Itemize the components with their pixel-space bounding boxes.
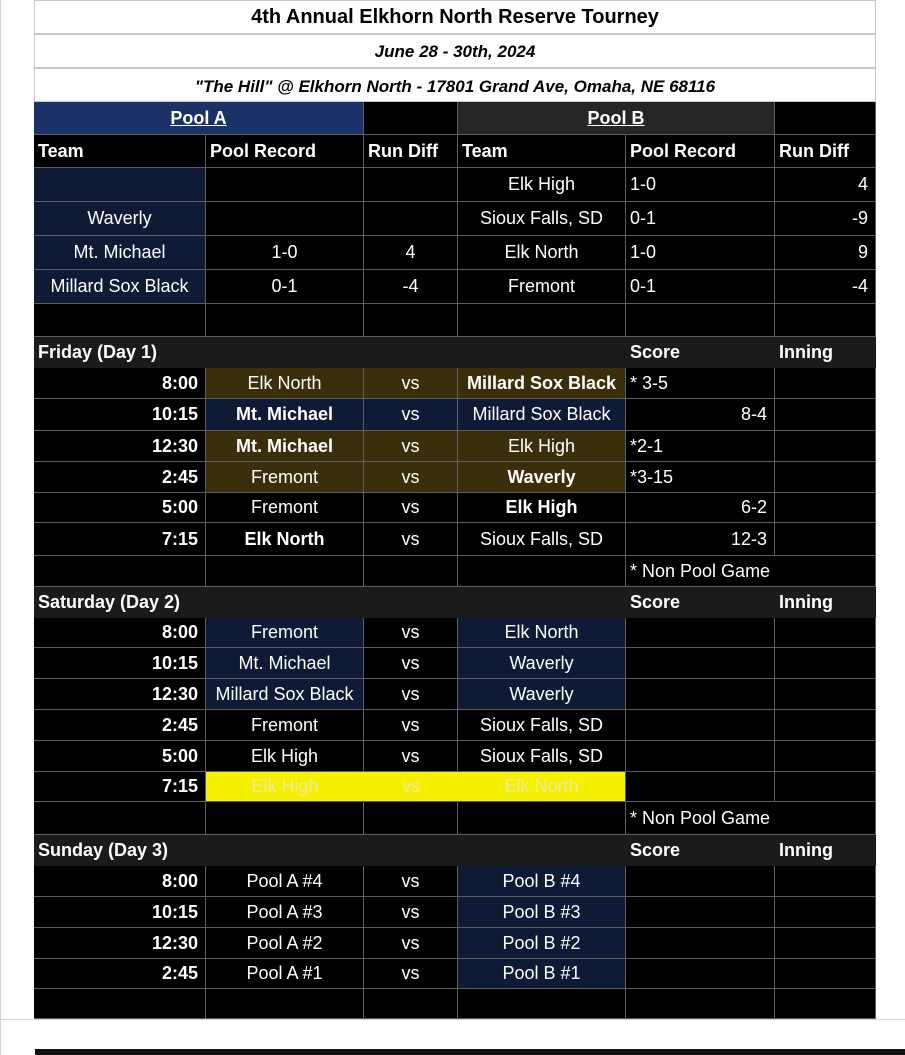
game-home-team: Elk High <box>206 741 364 772</box>
day-header-sunday: Sunday (Day 3) <box>34 835 626 866</box>
empty-cell <box>34 989 206 1019</box>
pool-b-team: Sioux Falls, SD <box>458 202 626 236</box>
empty-cell <box>206 802 364 835</box>
empty-cell <box>458 304 626 337</box>
game-score: *3-15 <box>626 462 775 493</box>
col-header-score: Score <box>626 587 775 618</box>
pool-a-record: 0-1 <box>206 270 364 304</box>
game-home-team: Elk North <box>206 523 364 556</box>
game-vs: vs <box>364 399 458 431</box>
empty-cell <box>458 989 626 1019</box>
game-time: 7:15 <box>34 523 206 556</box>
game-vs: vs <box>364 679 458 710</box>
game-inning <box>775 648 876 679</box>
pool-a-diff: 4 <box>364 236 458 270</box>
col-header-inning: Inning <box>775 835 876 866</box>
game-home-team: Mt. Michael <box>206 648 364 679</box>
game-score: *2-1 <box>626 431 775 462</box>
game-score <box>626 959 775 989</box>
game-away-team: Millard Sox Black <box>458 399 626 431</box>
pool-b-diff: -9 <box>775 202 876 236</box>
game-score: * 3-5 <box>626 368 775 399</box>
page-footer-bar <box>35 1049 905 1055</box>
empty-cell <box>775 989 876 1019</box>
game-home-team: Pool A #4 <box>206 866 364 897</box>
game-away-team: Pool B #4 <box>458 866 626 897</box>
game-inning <box>775 399 876 431</box>
game-time: 8:00 <box>34 866 206 897</box>
non-pool-note: * Non Pool Game <box>626 802 876 835</box>
pool-b-diff: 4 <box>775 168 876 202</box>
game-time: 8:00 <box>34 618 206 648</box>
game-away-team: Elk North <box>458 772 626 802</box>
col-header-record-b: Pool Record <box>626 135 775 168</box>
game-score <box>626 679 775 710</box>
game-vs: vs <box>364 523 458 556</box>
game-vs: vs <box>364 462 458 493</box>
pool-a-record <box>206 168 364 202</box>
game-home-team: Fremont <box>206 462 364 493</box>
col-header-record-a: Pool Record <box>206 135 364 168</box>
tourney-title: 4th Annual Elkhorn North Reserve Tourney <box>34 0 876 34</box>
non-pool-note: * Non Pool Game <box>626 556 876 587</box>
empty-cell <box>364 989 458 1019</box>
game-away-team: Sioux Falls, SD <box>458 741 626 772</box>
game-time: 12:30 <box>34 679 206 710</box>
game-home-team: Fremont <box>206 493 364 523</box>
empty-cell <box>34 802 206 835</box>
pool-b-header: Pool B <box>458 102 775 135</box>
game-time: 2:45 <box>34 710 206 741</box>
game-away-team: Sioux Falls, SD <box>458 710 626 741</box>
pool-b-diff: -4 <box>775 270 876 304</box>
game-away-team: Elk High <box>458 431 626 462</box>
pool-a-diff <box>364 202 458 236</box>
game-inning <box>775 710 876 741</box>
game-inning <box>775 928 876 959</box>
game-vs: vs <box>364 928 458 959</box>
pool-a-record <box>206 202 364 236</box>
game-away-team: Waverly <box>458 462 626 493</box>
game-vs: vs <box>364 866 458 897</box>
game-score <box>626 897 775 928</box>
game-inning <box>775 368 876 399</box>
game-score <box>626 741 775 772</box>
game-inning <box>775 897 876 928</box>
pool-a-diff <box>364 168 458 202</box>
game-home-team: Millard Sox Black <box>206 679 364 710</box>
game-time: 2:45 <box>34 462 206 493</box>
pool-a-team <box>34 168 206 202</box>
tourney-location: "The Hill" @ Elkhorn North - 17801 Grand Ave, Omaha, NE 68116 <box>34 68 876 102</box>
game-vs: vs <box>364 493 458 523</box>
game-away-team: Elk High <box>458 493 626 523</box>
pool-a-diff: -4 <box>364 270 458 304</box>
game-inning <box>775 959 876 989</box>
game-inning <box>775 679 876 710</box>
game-home-team: Fremont <box>206 618 364 648</box>
game-inning <box>775 431 876 462</box>
game-away-team: Pool B #1 <box>458 959 626 989</box>
pool-b-record: 0-1 <box>626 270 775 304</box>
day-header-friday: Friday (Day 1) <box>34 337 626 368</box>
game-vs: vs <box>364 368 458 399</box>
col-header-team-a: Team <box>34 135 206 168</box>
game-inning <box>775 618 876 648</box>
empty-cell <box>34 556 206 587</box>
game-away-team: Elk North <box>458 618 626 648</box>
game-score <box>626 710 775 741</box>
game-inning <box>775 866 876 897</box>
pool-b-team: Fremont <box>458 270 626 304</box>
pool-a-record: 1-0 <box>206 236 364 270</box>
game-home-team: Mt. Michael <box>206 431 364 462</box>
game-score <box>626 772 775 802</box>
game-home-team: Mt. Michael <box>206 399 364 431</box>
empty-cell <box>34 304 206 337</box>
pool-a-team: Mt. Michael <box>34 236 206 270</box>
empty-cell <box>206 989 364 1019</box>
game-time: 2:45 <box>34 959 206 989</box>
empty-cell <box>206 556 364 587</box>
empty-cell <box>364 304 458 337</box>
tourney-dates: June 28 - 30th, 2024 <box>34 34 876 68</box>
pool-a-team: Millard Sox Black <box>34 270 206 304</box>
pool-b-record: 0-1 <box>626 202 775 236</box>
game-vs: vs <box>364 618 458 648</box>
game-home-team: Fremont <box>206 710 364 741</box>
col-header-diff-a: Run Diff <box>364 135 458 168</box>
game-score <box>626 648 775 679</box>
game-home-team: Elk North <box>206 368 364 399</box>
pool-b-record: 1-0 <box>626 236 775 270</box>
game-score <box>626 928 775 959</box>
game-time: 12:30 <box>34 431 206 462</box>
game-inning <box>775 772 876 802</box>
col-header-score: Score <box>626 835 775 866</box>
game-time: 10:15 <box>34 648 206 679</box>
game-away-team: Pool B #2 <box>458 928 626 959</box>
game-away-team: Pool B #3 <box>458 897 626 928</box>
game-inning <box>775 462 876 493</box>
game-home-team: Pool A #3 <box>206 897 364 928</box>
game-inning <box>775 493 876 523</box>
game-score <box>626 866 775 897</box>
empty-cell <box>458 556 626 587</box>
game-time: 5:00 <box>34 493 206 523</box>
col-header-team-b: Team <box>458 135 626 168</box>
game-vs: vs <box>364 772 458 802</box>
game-vs: vs <box>364 741 458 772</box>
game-score: 8-4 <box>626 399 775 431</box>
game-vs: vs <box>364 431 458 462</box>
empty-cell <box>775 102 876 135</box>
empty-cell <box>364 102 458 135</box>
game-home-team: Elk High <box>206 772 364 802</box>
schedule-grid <box>34 102 876 1019</box>
empty-cell <box>626 989 775 1019</box>
game-time: 12:30 <box>34 928 206 959</box>
game-away-team: Waverly <box>458 679 626 710</box>
col-header-inning: Inning <box>775 337 876 368</box>
game-score <box>626 618 775 648</box>
game-score: 6-2 <box>626 493 775 523</box>
pool-b-team: Elk High <box>458 168 626 202</box>
game-time: 5:00 <box>34 741 206 772</box>
empty-cell <box>626 304 775 337</box>
pool-a-header: Pool A <box>34 102 364 135</box>
game-score: 12-3 <box>626 523 775 556</box>
game-away-team: Millard Sox Black <box>458 368 626 399</box>
game-time: 8:00 <box>34 368 206 399</box>
gridline-left <box>0 0 1 1055</box>
day-header-saturday: Saturday (Day 2) <box>34 587 626 618</box>
game-away-team: Waverly <box>458 648 626 679</box>
game-time: 10:15 <box>34 399 206 431</box>
empty-cell <box>206 304 364 337</box>
empty-cell <box>458 802 626 835</box>
game-vs: vs <box>364 897 458 928</box>
empty-cell <box>775 304 876 337</box>
game-inning <box>775 523 876 556</box>
pool-b-record: 1-0 <box>626 168 775 202</box>
col-header-inning: Inning <box>775 587 876 618</box>
game-time: 10:15 <box>34 897 206 928</box>
gridline-bottom <box>0 1019 905 1020</box>
game-home-team: Pool A #2 <box>206 928 364 959</box>
empty-cell <box>364 802 458 835</box>
col-header-diff-b: Run Diff <box>775 135 876 168</box>
game-time: 7:15 <box>34 772 206 802</box>
game-vs: vs <box>364 959 458 989</box>
pool-b-team: Elk North <box>458 236 626 270</box>
empty-cell <box>364 556 458 587</box>
game-away-team: Sioux Falls, SD <box>458 523 626 556</box>
pool-b-diff: 9 <box>775 236 876 270</box>
game-home-team: Pool A #1 <box>206 959 364 989</box>
game-vs: vs <box>364 710 458 741</box>
game-inning <box>775 741 876 772</box>
pool-a-team: Waverly <box>34 202 206 236</box>
game-vs: vs <box>364 648 458 679</box>
col-header-score: Score <box>626 337 775 368</box>
